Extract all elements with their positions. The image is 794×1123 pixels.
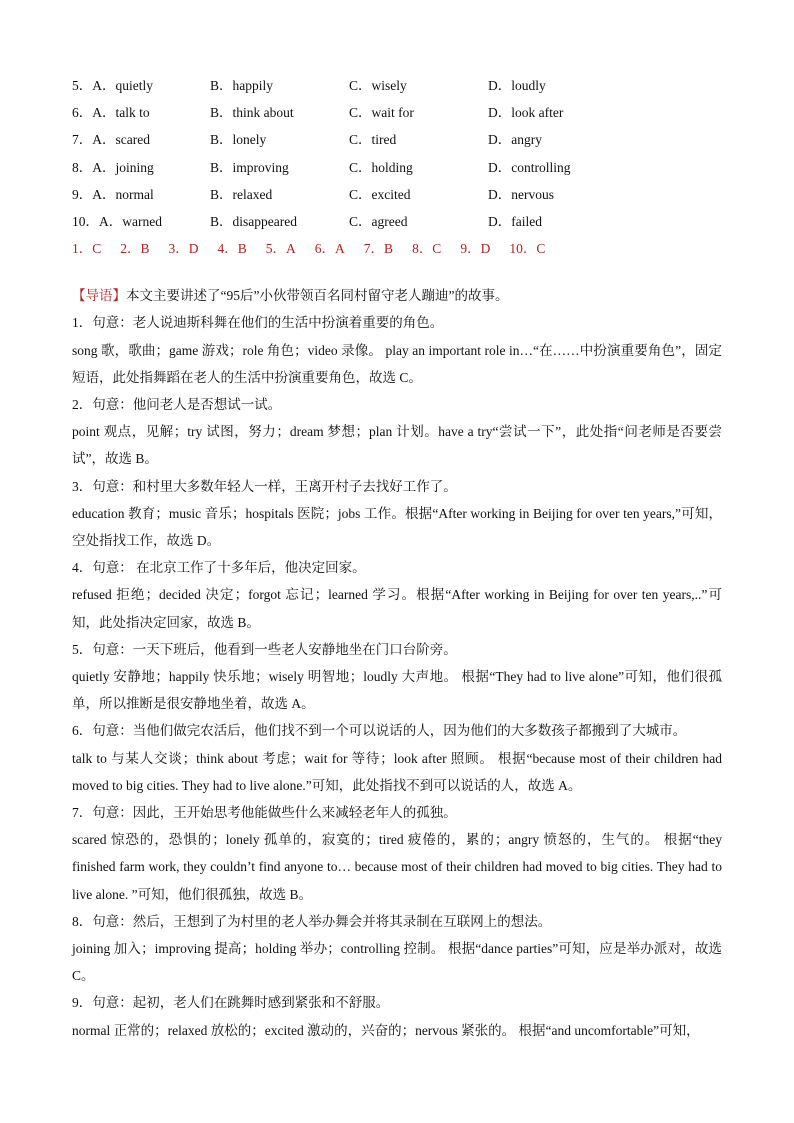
option-a: 10．A．warned	[72, 213, 162, 229]
option-row	[72, 154, 722, 181]
answer-item: 8．C	[412, 241, 442, 257]
answer-item: 2．B	[120, 241, 150, 257]
guide-tag: 【导语】	[72, 288, 126, 304]
option-a: 6．A．talk to	[72, 105, 150, 121]
option-a: 5．A．quietly	[72, 78, 153, 93]
sentence-meaning: 1．句意：老人说迪斯科舞在他们的生活中扮演着重要的角色。	[72, 315, 444, 331]
sentence-meaning: 3．句意：和村里大多数年轻人一样，王离开村子去找好工作了。	[72, 478, 457, 494]
explanation: joining 加入；improving 提高；holding 举办；controlling 控制。 根据“dance parties”可知，应是举办派对，故选 C。	[72, 941, 722, 984]
explanation: talk to 与某人交谈；think about 考虑；wait for 等待；look after 照顾。 根据“because most of their children had moved to big cities. They had to live alone.”可知，此处指找不到可以说话的人，故选 A。	[72, 750, 722, 793]
answer-item: 3．D	[168, 241, 199, 257]
answer-item: 10．C	[509, 241, 546, 257]
explanation: scared 惊恐的，恐惧的；lonely 孤单的，寂寞的；tired 疲倦的，累的；angry 愤怒的，生气的。 根据“they finished farm work, they couldn’t find anyone to… because most of their children had moved to big cities. They had to live alone. ”可知，他们很孤独，故选 B。	[72, 832, 722, 902]
option-d: D．loudly	[488, 78, 546, 93]
option-a: 7．A．scared	[72, 132, 150, 148]
sentence-meaning: 2．句意：他问老人是否想试一试。	[72, 396, 282, 412]
option-d: D．look after	[488, 105, 564, 121]
answer-item: 4．B	[217, 241, 247, 257]
answer-item: 9．D	[460, 241, 491, 257]
option-c: C．agreed	[349, 213, 408, 229]
option-b: B．lonely	[210, 132, 267, 148]
option-a: 8．A．joining	[72, 159, 154, 175]
spacer	[72, 262, 722, 282]
option-c: C．wisely	[349, 78, 407, 93]
sentence-meaning: 9．句意：起初，老人们在跳舞时感到紧张和不舒服。	[72, 995, 390, 1011]
sentence-meaning: 5．句意：一天下班后，他看到一些老人安静地坐在门口台阶旁。	[72, 641, 457, 657]
answer-key	[72, 235, 722, 262]
option-c: C．holding	[349, 159, 413, 175]
sentence-meaning: 4．句意： 在北京工作了十多年后，他决定回家。	[72, 560, 366, 576]
option-d: D．controlling	[488, 159, 571, 175]
explanation: education 教育；music 音乐；hospitals 医院；jobs 工作。根据“After working in Beijing for over ten years,”可知，空处指找工作，故选 D。	[72, 505, 722, 548]
explanation: normal 正常的；relaxed 放松的；excited 激动的，兴奋的；nervous 紧张的。 根据“and uncomfortable”可知，	[72, 1022, 700, 1038]
explanation: refused 拒绝；decided 决定；forgot 忘记；learned 学习。根据“After working in Beijing for over ten years,..”可知，此处指决定回家，故选 B。	[72, 587, 722, 630]
answer-item: 1．C	[72, 241, 102, 257]
document-page	[72, 72, 722, 1044]
option-d: D．nervous	[488, 186, 554, 202]
sentence-meaning: 7．句意：因此，王开始思考他能做些什么来减轻老年人的孤独。	[72, 804, 457, 820]
explanation: quietly 安静地；happily 快乐地；wisely 明智地；loudly 大声地。 根据“They had to live alone”可知，他们很孤单，所以推断是很安静地坐着，故选 A。	[72, 668, 722, 712]
option-b: B．relaxed	[210, 186, 273, 202]
option-d: D．failed	[488, 213, 542, 229]
option-a: 9．A．normal	[72, 186, 154, 202]
explanations	[72, 309, 722, 1043]
option-b: B．improving	[210, 159, 289, 175]
sentence-meaning: 8．句意：然后，王想到了为村里的老人举办舞会并将其录制在互联网上的想法。	[72, 913, 552, 929]
option-b: B．disappeared	[210, 213, 297, 229]
option-row	[72, 72, 722, 99]
explanation: point 观点，见解；try 试图，努力；dream 梦想；plan 计划。have a try“尝试一下”，此处指“问老师是否要尝试”，故选 B。	[72, 424, 722, 467]
answer-item: 6．A	[314, 241, 345, 257]
guide-text: 本文主要讲述了“95后”小伙带领百名同村留守老人蹦迪”的故事。	[126, 288, 509, 304]
option-c: C．excited	[349, 186, 411, 202]
option-c: C．wait for	[349, 105, 414, 121]
option-c: C．tired	[349, 132, 397, 148]
option-row	[72, 208, 722, 235]
options-list	[72, 72, 722, 235]
option-b: B．happily	[210, 78, 273, 93]
answer-item: 7．B	[363, 241, 394, 257]
guide-paragraph	[72, 282, 722, 309]
sentence-meaning: 6．句意：当他们做完农活后，他们找不到一个可以说话的人，因为他们的大多数孩子都搬到了大城市。	[72, 723, 687, 739]
option-row	[72, 181, 722, 208]
explanation: song 歌，歌曲；game 游戏；role 角色；video 录像。 play an important role in…“在……中扮演重要角色”，固定短语，此处指舞蹈在老人的生活中扮演重要角色，故选 C。	[72, 342, 722, 385]
option-row	[72, 99, 722, 126]
option-row	[72, 126, 722, 153]
option-b: B．think about	[210, 105, 294, 121]
option-d: D．angry	[488, 132, 542, 148]
answer-item: 5．A	[265, 241, 296, 257]
